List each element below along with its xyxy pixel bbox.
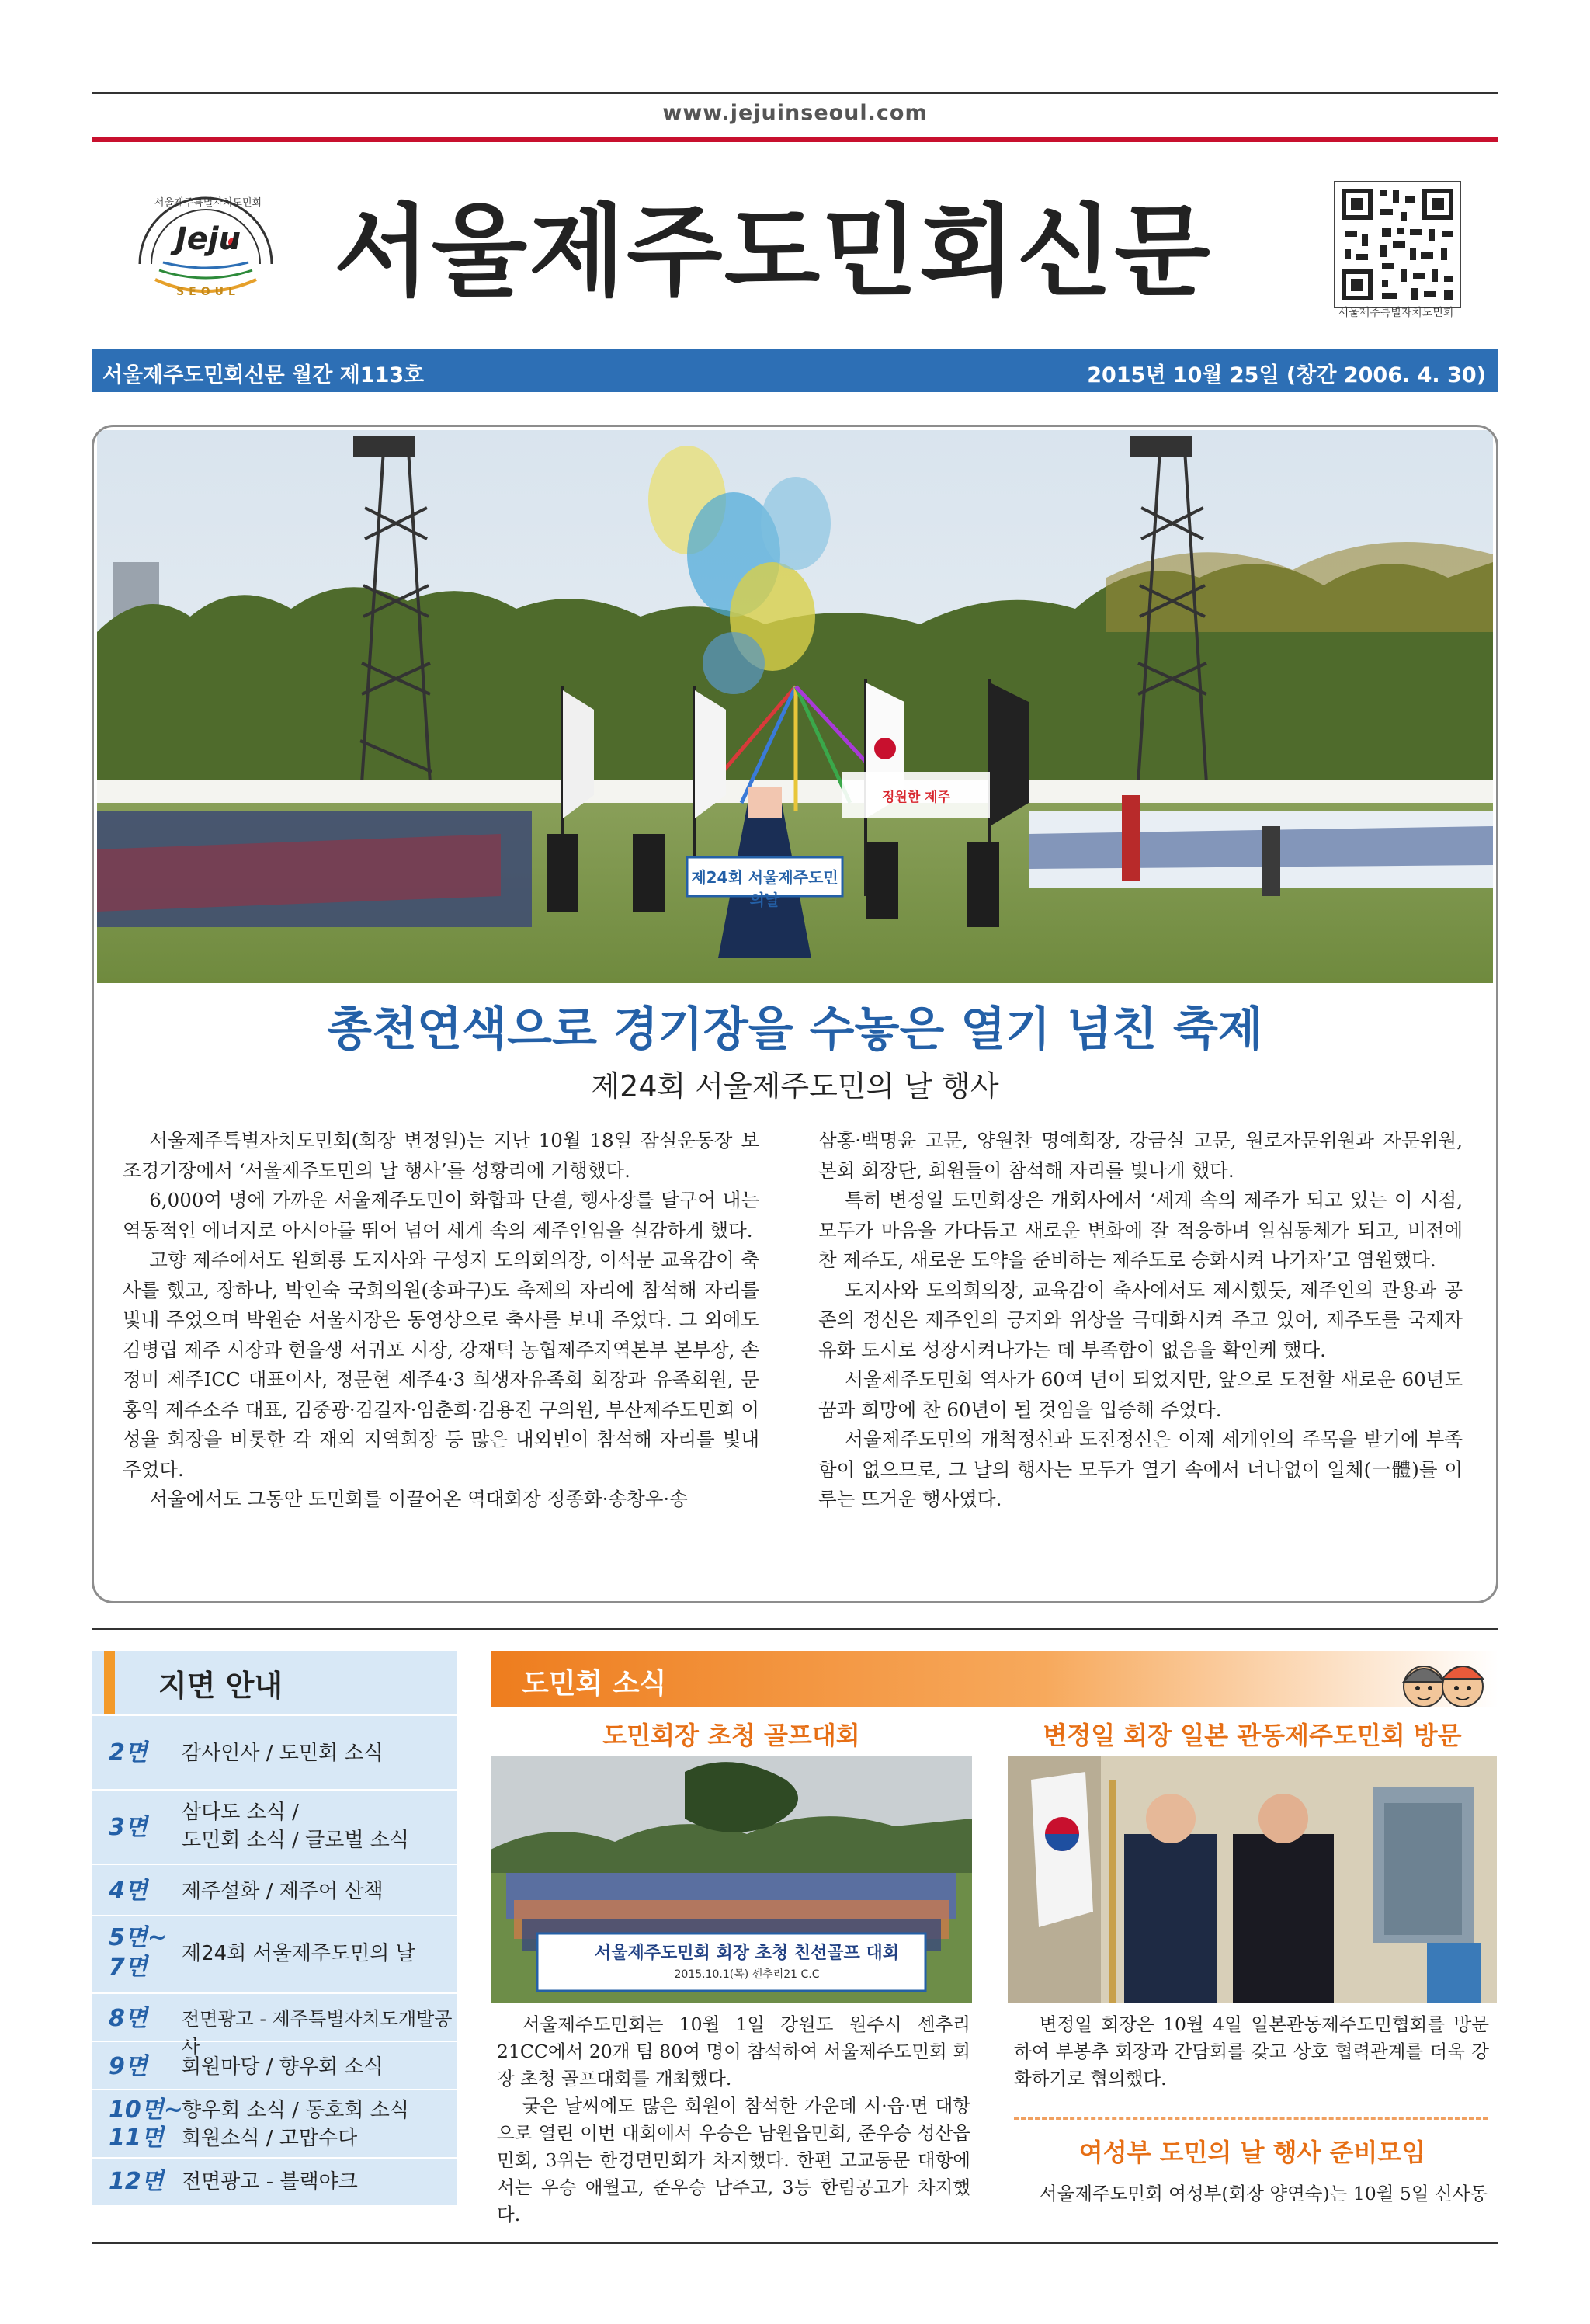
toc-title: 지면 안내	[158, 1669, 283, 1703]
golf-story-text	[497, 2011, 970, 2228]
qr-code-icon[interactable]	[1334, 181, 1461, 308]
toc-page-number: 2면	[109, 1739, 148, 1766]
golf-story-title: 도민회장 초청 골프대회	[602, 1721, 860, 1750]
toc-row[interactable]	[92, 1915, 457, 1994]
section-divider	[92, 1628, 1498, 1630]
main-story-left-column	[123, 1126, 759, 1515]
women-division-text	[1014, 2180, 1489, 2208]
paragraph: 서울에서도 그동안 도민회를 이끌어온 역대회장 정종화·송창우·송	[149, 1488, 688, 1510]
news-section-title: 도민회 소식	[522, 1668, 667, 1700]
toc-row[interactable]	[92, 1789, 457, 1865]
toc-entry: 회원소식 / 고맙수다	[182, 2127, 358, 2150]
logo-word: Jeju	[175, 221, 241, 257]
bottom-rule	[92, 2242, 1498, 2244]
paragraph: 궂은 날씨에도 많은 회원이 참석한 가운데 시·읍·면 대항으로 열린 이번 대회에서 우승은 남원읍민회, 준우승 성산읍민회, 3위는 한경면민회가 차지했다. 한편 고교동문 대항에서는 우승 애월고, 준우승 남주고, 3등 한림공고가 차지했다.	[497, 2095, 970, 2225]
paragraph: 특히 변정일 도민회장은 개회사에서 ‘세계 속의 제주가 되고 있는 이 시점, 모두가 마음을 가다듬고 새로운 변화에 잘 적응하며 일심동체가 되고, 비전에 찬 제주도, 새로운 도약을 준비하는 제주도로 승화시켜 나가자’고 염원했다.	[818, 1189, 1463, 1271]
hero-photo[interactable]	[97, 430, 1493, 983]
toc-page-number: 11면	[109, 2124, 164, 2152]
toc-row[interactable]	[92, 2157, 457, 2207]
paragraph: 6,000여 명에 가까운 서울제주도민이 화합과 단결, 행사장를 달구어 내는 역동적인 에너지로 아시아를 뛰어 넘어 세계 속의 제주인임을 실감하게 했다.	[123, 1189, 759, 1242]
toc-entry: 도민회 소식 / 글로벌 소식	[182, 1829, 409, 1852]
women-division-title: 여성부 도민의 날 행사 준비모임	[1078, 2138, 1426, 2167]
toc-page-number: 12면	[109, 2168, 164, 2195]
main-headline: 총천연색으로 경기장을 수놓은 열기 넘친 축제	[327, 1002, 1263, 1057]
site-url[interactable]: www.jejuinseoul.com	[662, 101, 928, 125]
paragraph: 서울제주도민의 개척정신과 도전정신은 이제 세계인의 주목을 받기에 부족함이 없으므로, 그 날의 행사는 모두가 열기 속에서 너나없이 일체(一體)를 이루는 뜨거운 행사였다.	[818, 1428, 1463, 1510]
toc-page-number: 7면	[109, 1954, 148, 1981]
golf-banner-text: 서울제주도민회 회장 초청 친선골프 대회	[595, 1944, 899, 1963]
qr-caption: 서울제주특별자치도민회	[1338, 307, 1454, 319]
paragraph: 서울제주특별자치도민회(회장 변정일)는 지난 10월 18일 잠실운동장 보조경기장에서 ‘서울제주도민의 날 행사’를 성황리에 거행했다.	[123, 1129, 759, 1182]
toc-entry: 삼다도 소식 /	[182, 1801, 299, 1824]
toc-entry: 전면광고 - 제주특별자치도개발공사	[182, 2008, 453, 2058]
paragraph: 서울제주도민회는 10월 1일 강원도 원주시 센추리21CC에서 20개 팀 80여 명이 참석하여 서울제주도민회 회장 초청 골프대회를 개최했다.	[497, 2013, 970, 2090]
golf-group-photo[interactable]	[491, 1756, 972, 2003]
masthead-title: 서울제주도민회신문	[334, 194, 1212, 310]
top-rule	[92, 92, 1498, 94]
paragraph: 서울제주도민회 역사가 60여 년이 되었지만, 앞으로 도전할 새로운 60년도 꿈과 희망에 찬 60년이 될 것임을 입증해 주었다.	[818, 1368, 1463, 1421]
toc-page-number: 9면	[109, 2053, 148, 2080]
paragraph: 고향 제주에서도 원희룡 도지사와 구성지 도의회의장, 이석문 교육감이 축사를 했고, 장하나, 박인숙 국회의원(송파구)도 축제의 자리에 참석해 자리를 빛내 주었으며 박원순 서울시장은 동영상으로 축사를 보내 주었다. 그 외에도 김병립 제주 시장과 현을생 서귀포 시장, 강재덕 농협제주지역본부 본부장, 손정미 제주ICC 대표이사, 정문현 제주4·3 희생자유족회 회장과 유족회원, 문홍익 제주소주 대표, 김중광·김길자·임춘희·김용진 구의원, 부산제주도민회 이성율 회장을 비롯한 각 재외 지역회장 등 많은 내외빈이 참석해 자리를 빛내 주었다.	[123, 1249, 759, 1481]
issue-bar	[92, 349, 1498, 392]
main-subhead: 제24회 서울제주도민의 날 행사	[591, 1069, 999, 1103]
issue-date: 2015년 10월 25일 (창간 2006. 4. 30)	[1087, 363, 1486, 387]
hero-sign-text: 제24회 서울제주도민의날	[691, 868, 838, 909]
toc-entry: 감사인사 / 도민회 소식	[182, 1742, 384, 1765]
japan-visit-title: 변정일 회장 일본 관동제주도민회 방문	[1043, 1721, 1462, 1750]
toc-entry: 제주설화 / 제주어 산책	[182, 1880, 384, 1903]
toc-accent-bar	[104, 1651, 115, 1714]
paragraph: 서울제주도민회 여성부(회장 양연숙)는 10월 5일 신사동	[1039, 2183, 1488, 2204]
toc-page-number: 4면	[109, 1878, 148, 1905]
toc-entry: 향우회 소식 / 동호회 소식	[182, 2099, 409, 2122]
toc-row[interactable]	[92, 1864, 457, 1916]
toc-page-number: 3면	[109, 1814, 148, 1841]
toc-row[interactable]	[92, 1992, 457, 2058]
toc-entry: 전면광고 - 블랙야크	[182, 2170, 358, 2194]
toc-page-number: 5면~	[109, 1924, 167, 1951]
news-section-header	[491, 1651, 1498, 1707]
paragraph-continuation: 삼홍·백명윤 고문, 양원찬 명예회장, 강금실 고문, 원로자문위원과 자문위원, 본회 회장단, 회원들이 참석해 자리를 빛나게 했다.	[818, 1129, 1463, 1182]
hero-banner-text: 정원한 제주	[881, 790, 951, 805]
issue-number: 서울제주도민회신문 월간 제113호	[102, 363, 425, 387]
paragraph: 도지사와 도의회의장, 교육감이 축사에서도 제시했듯, 제주인의 관용과 공존의 정신은 제주인의 긍지와 위상을 극대화시켜 주고 있어, 제주도를 국제자유화 도시로 성장시켜나가는 데 부족함이 없음을 확인케 했다.	[818, 1278, 1463, 1361]
logo-sub: SEOUL	[176, 286, 240, 298]
dashed-divider	[1014, 2117, 1488, 2120]
toc-entry: 제24회 서울제주도민의 날	[182, 1942, 415, 1965]
toc-row[interactable]	[92, 1714, 457, 1791]
toc-row[interactable]	[92, 2041, 457, 2090]
toc-entry: 회원마당 / 향우회 소식	[182, 2055, 384, 2079]
logo-ring-text: 서울제주특별자치도민회	[154, 197, 262, 209]
paragraph: 변정일 회장은 10월 4일 일본관동제주도민협회를 방문하여 부봉추 회장과 간담회를 갖고 상호 협력관계를 더욱 강화하기로 협의했다.	[1014, 2013, 1489, 2090]
main-story-right-column	[818, 1126, 1463, 1515]
japan-visit-text	[1014, 2011, 1489, 2093]
toc-page-number: 8면	[109, 2005, 148, 2032]
page-guide	[92, 1651, 457, 2205]
japan-visit-photo[interactable]	[1008, 1756, 1497, 2003]
red-rule	[92, 137, 1498, 142]
toc-page-number: 10면~	[109, 2096, 183, 2124]
toc-row[interactable]	[92, 2089, 457, 2159]
mascot-icon	[1391, 1651, 1492, 1713]
golf-banner-date: 2015.10.1(목) 센추리21 C.C	[674, 1968, 820, 1981]
